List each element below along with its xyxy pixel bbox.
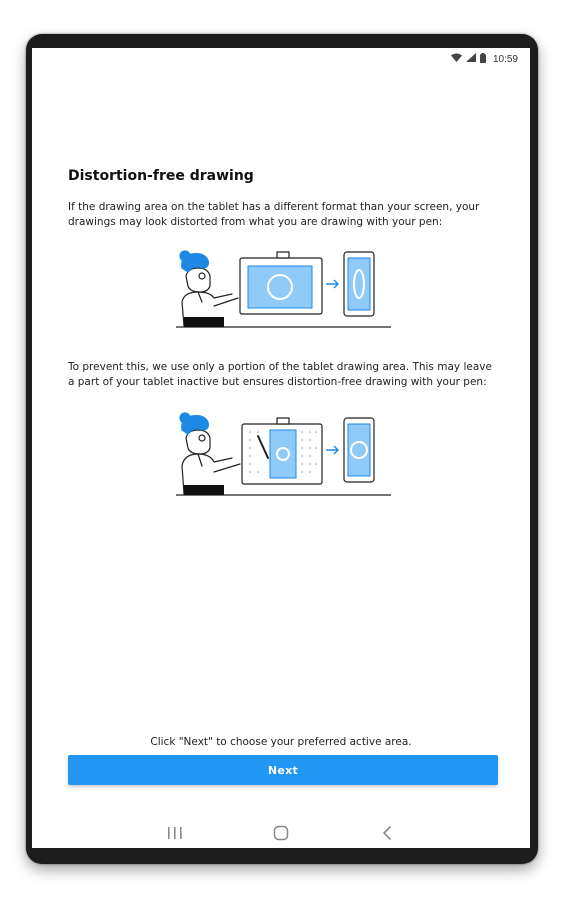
tablet-device-frame (26, 34, 538, 864)
cell-signal-icon (466, 53, 476, 65)
home-icon (273, 825, 289, 841)
home-button[interactable] (261, 821, 301, 845)
main-content (68, 168, 498, 502)
wifi-icon (451, 53, 462, 65)
page-title: Distortion-free drawing (68, 168, 254, 184)
intro-paragraph: If the drawing area on the tablet has a different format than your screen, your drawings may look distorted from what you are drawing with your pen: (68, 201, 480, 228)
status-bar (451, 48, 518, 70)
recent-apps-icon (167, 826, 183, 840)
battery-icon (480, 53, 486, 66)
system-nav-bar (32, 818, 530, 848)
screen (32, 48, 530, 848)
recent-apps-button[interactable] (155, 821, 195, 845)
next-button[interactable]: Next (68, 755, 498, 785)
back-button[interactable] (367, 821, 407, 845)
status-time: 10:59 (492, 53, 518, 65)
back-icon (381, 825, 393, 841)
footer-hint: Click "Next" to choose your preferred active area. (150, 736, 412, 748)
distortion-free-illustration (176, 408, 391, 502)
distorted-drawing-illustration (176, 246, 391, 330)
solution-paragraph: To prevent this, we use only a portion of the tablet drawing area. This may leave a part of your tablet inactive but ensures distortion-free drawing with your pen: (68, 361, 492, 388)
